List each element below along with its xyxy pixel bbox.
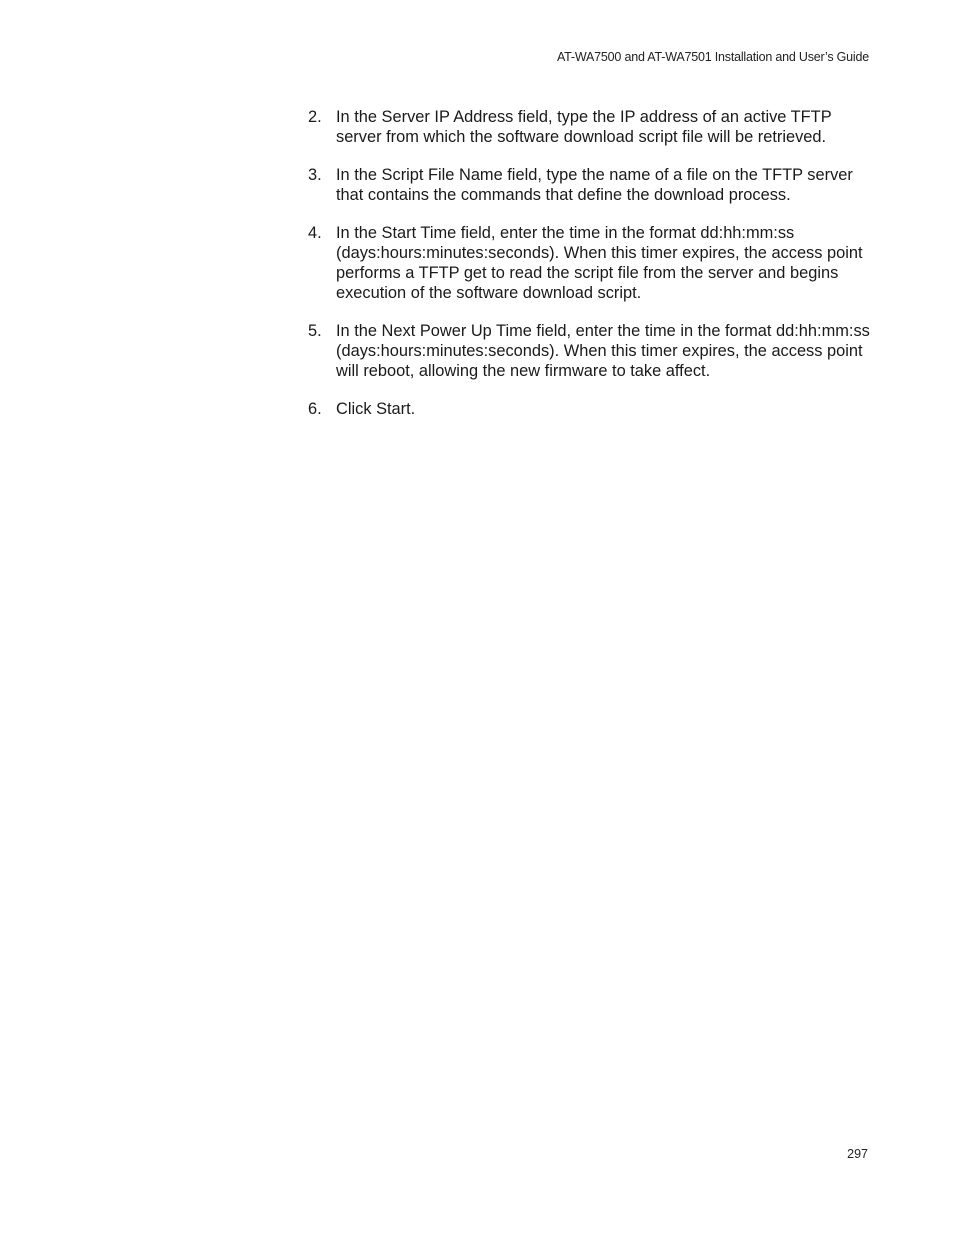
step-item <box>308 399 878 419</box>
step-number: 6. <box>308 400 322 418</box>
step-text: In the Start Time field, enter the time in the format dd:hh:mm:ss (days:hours:minutes:seconds). When this timer expires, the access point performs a TFTP get to read the script file from the server and begins execution of the software download script. <box>336 224 863 302</box>
step-text: In the Script File Name field, type the name of a file on the TFTP server that contains the commands that define the download process. <box>336 166 853 204</box>
step-text: In the Next Power Up Time field, enter the time in the format dd:hh:mm:ss (days:hours:minutes:seconds). When this timer expires, the access point will reboot, allowing the new firmware to take affect. <box>336 322 870 380</box>
step-number: 5. <box>308 322 322 340</box>
step-item <box>308 107 878 147</box>
step-text: In the Server IP Address field, type the IP address of an active TFTP server from which the software download script file will be retrieved. <box>336 108 832 146</box>
step-number: 3. <box>308 166 322 184</box>
step-item <box>308 165 878 205</box>
step-number: 2. <box>308 108 322 126</box>
step-number: 4. <box>308 224 322 242</box>
step-item <box>308 223 878 303</box>
procedure-steps <box>308 107 878 437</box>
page-number: 297 <box>847 1147 868 1161</box>
running-header: AT-WA7500 and AT-WA7501 Installation and User’s Guide <box>556 50 869 64</box>
step-text: Click Start. <box>336 400 416 418</box>
step-item <box>308 321 878 381</box>
